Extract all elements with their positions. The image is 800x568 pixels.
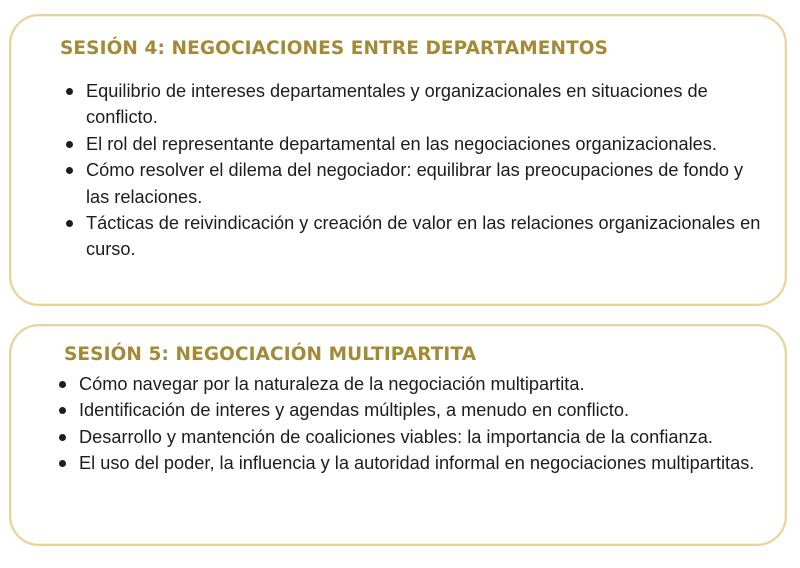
bullet-icon: [66, 88, 73, 95]
session-5-title: SESIÓN 5: NEGOCIACIÓN MULTIPARTITA: [64, 344, 477, 365]
session-4-card: [9, 14, 787, 306]
bullet-icon: [66, 141, 73, 148]
bullet-icon: [66, 220, 73, 227]
list-item-text: El rol del representante departamental en las negociaciones organizacionales.: [86, 133, 717, 154]
bullet-icon: [59, 434, 66, 441]
list-item: [56, 397, 756, 423]
list-item: [56, 424, 756, 450]
session-4-topic-list: [63, 78, 763, 263]
list-item-text: Identificación de interes y agendas múltiples, a menudo en conflicto.: [79, 400, 629, 421]
list-item-text: Tácticas de reivindicación y creación de valor en las relaciones organizacionales en curso.: [86, 213, 761, 260]
list-item: [63, 131, 763, 157]
list-item-text: El uso del poder, la influencia y la autoridad informal en negociaciones multipartitas.: [79, 453, 755, 474]
list-item: [63, 78, 763, 131]
list-item: [63, 157, 763, 210]
bullet-icon: [59, 407, 66, 414]
list-item-text: Equilibrio de intereses departamentales y organizacionales en situaciones de conflicto.: [86, 81, 708, 128]
session-5-topic-list: [56, 371, 756, 477]
list-item: [56, 450, 756, 476]
list-item-text: Desarrollo y mantención de coaliciones viables: la importancia de la confianza.: [79, 426, 713, 447]
session-4-title: SESIÓN 4: NEGOCIACIONES ENTRE DEPARTAMENTOS: [60, 38, 609, 59]
list-item-text: Cómo navegar por la naturaleza de la negociación multipartita.: [79, 374, 585, 394]
bullet-icon: [59, 460, 66, 467]
session-5-card: [9, 324, 787, 546]
list-item: [56, 371, 756, 397]
bullet-icon: [59, 381, 66, 388]
list-item-text: Cómo resolver el dilema del negociador: equilibrar las preocupaciones de fondo y las relaciones.: [86, 160, 744, 207]
list-item: [63, 210, 763, 263]
bullet-icon: [66, 167, 73, 174]
